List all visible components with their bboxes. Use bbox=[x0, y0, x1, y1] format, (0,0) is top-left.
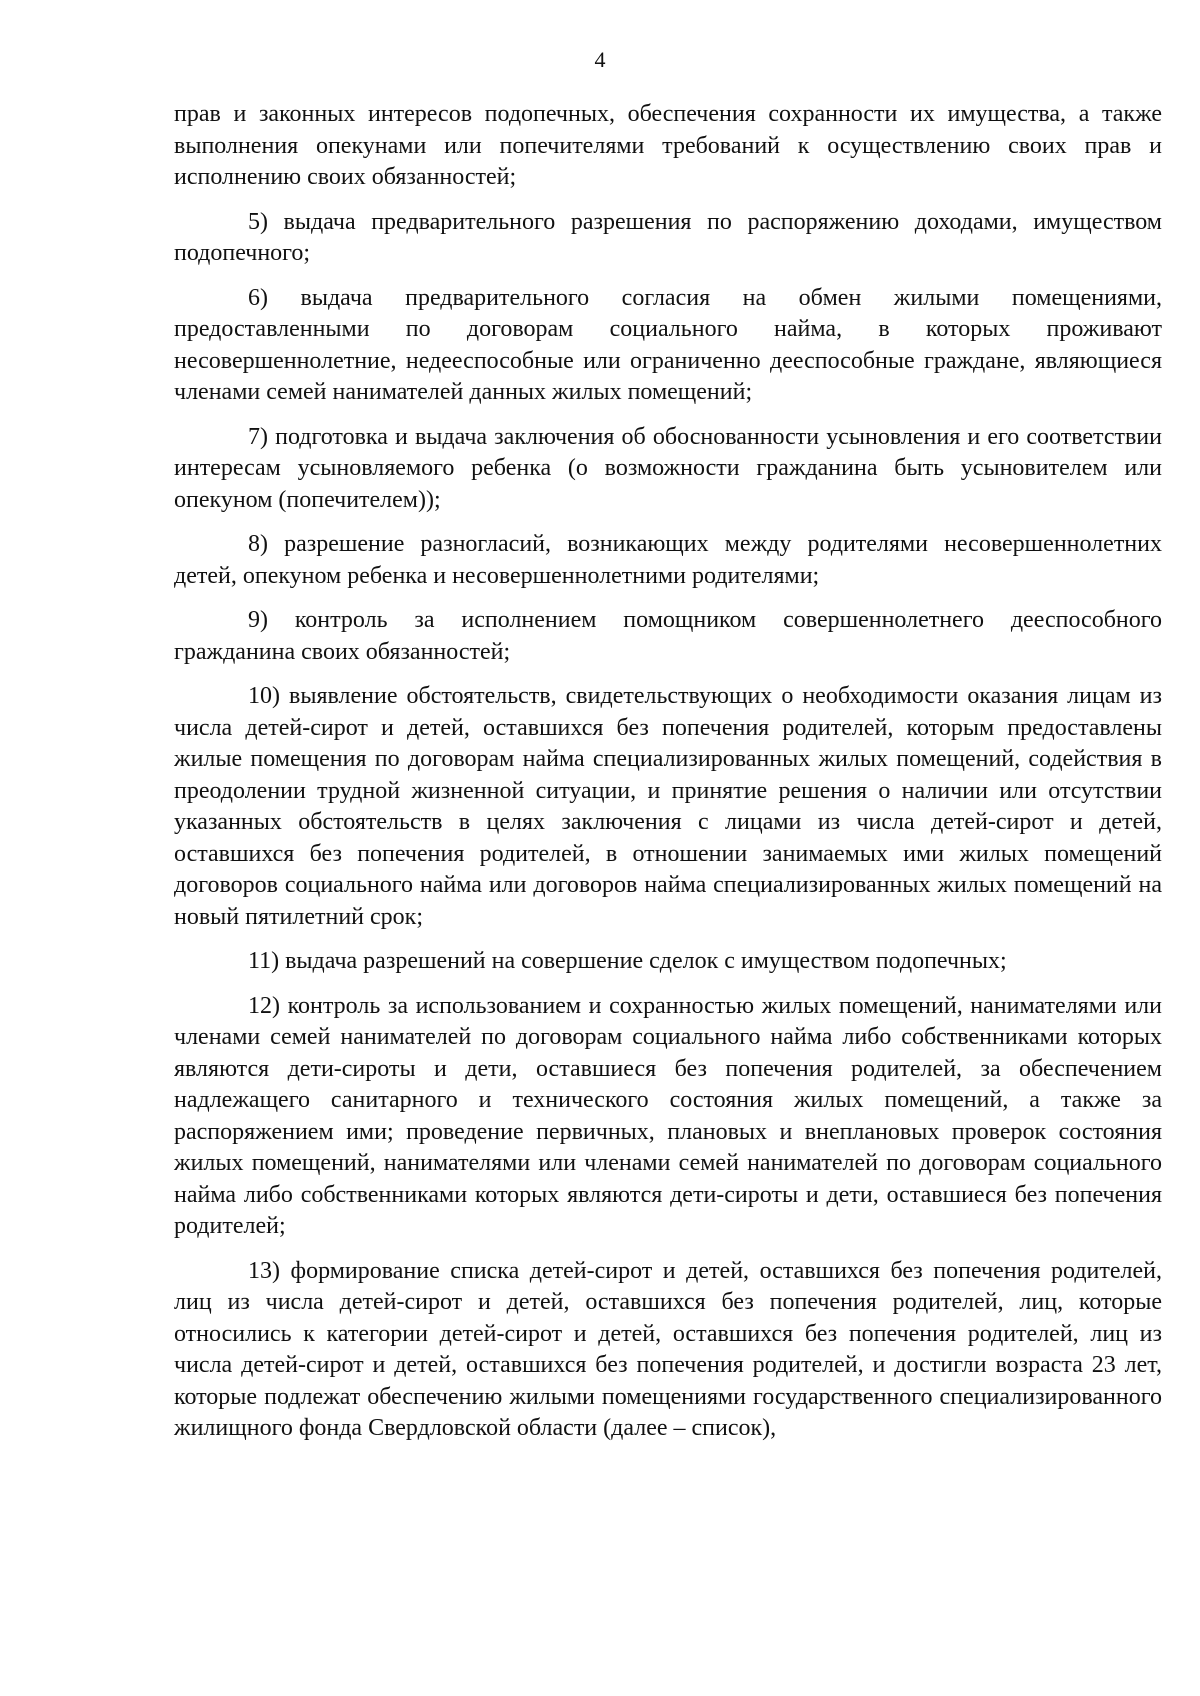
paragraph-item-7: 7) подготовка и выдача заключения об обоснованности усыновления и его соответствии интересам усыновляемого ребенка (о возможности гражданина быть усыновителем или опекуном (попечителем)); bbox=[174, 423, 1162, 513]
paragraph-continuation: прав и законных интересов подопечных, обеспечения сохранности их имущества, а также выполнения опекунами или попечителями требований к осуществлению своих прав и исполнению своих обязанностей; bbox=[174, 101, 1162, 190]
paragraph-item-9: 9) контроль за исполнением помощником совершеннолетнего дееспособного гражданина своих обязанностей; bbox=[174, 607, 1162, 665]
paragraph-item-10: 10) выявление обстоятельств, свидетельствующих о необходимости оказания лицам из числа детей-сирот и детей, оставшихся без попечения родителей, которым предоставлены жилые помещения по договорам найма специализированных жилых помещений, содействия в преодолении трудной жизненной ситуации, и принятие решения о наличии или отсутствии указанных обстоятельств в целях заключения с лицами из числа детей-сирот и детей, оставшихся без попечения родителей, в отношении занимаемых ими жилых помещений договоров социального найма или договоров найма специализированных жилых помещений на новый пятилетний срок; bbox=[174, 683, 1162, 930]
paragraph-item-6: 6) выдача предварительного согласия на обмен жилыми помещениями, предоставленными по договорам социального найма, в которых проживают несовершеннолетние, недееспособные или ограниченно дееспособные граждане, являющиеся членами семей нанимателей данных жилых помещений; bbox=[174, 284, 1162, 405]
document-body bbox=[174, 99, 1162, 1445]
paragraph-item-12: 12) контроль за использованием и сохранностью жилых помещений, нанимателями или членами семей нанимателей по договорам социального найма либо собственниками которых являются дети-сироты и дети, оставшиеся без попечения родителей, за обеспечением надлежащего санитарного и технического состояния жилых помещений, а также за распоряжением ими; проведение первичных, плановых и внеплановых проверок состояния жилых помещений, нанимателями или членами семей нанимателей по договорам социального найма либо собственниками которых являются дети-сироты и дети, оставшиеся без попечения родителей; bbox=[174, 992, 1162, 1239]
paragraph-item-11: 11) выдача разрешений на совершение сделок с имуществом подопечных; bbox=[248, 948, 1007, 974]
paragraph-item-13: 13) формирование списка детей-сирот и детей, оставшихся без попечения родителей, лиц из числа детей-сирот и детей, оставшихся без попечения родителей, лиц, которые относились к категории детей-сирот и детей, оставшихся без попечения родителей, лиц из числа детей-сирот и детей, оставшихся без попечения родителей, и достигли возраста 23 лет, которые подлежат обеспечению жилыми помещениями государственного специализированного жилищного фонда Свердловской области (далее – список), bbox=[174, 1257, 1162, 1441]
paragraph-item-5: 5) выдача предварительного разрешения по распоряжению доходами, имуществом подопечного; bbox=[174, 208, 1162, 266]
page-number: 4 bbox=[594, 47, 606, 72]
paragraph-item-8: 8) разрешение разногласий, возникающих между родителями несовершеннолетних детей, опекуном ребенка и несовершеннолетними родителями; bbox=[174, 531, 1162, 589]
